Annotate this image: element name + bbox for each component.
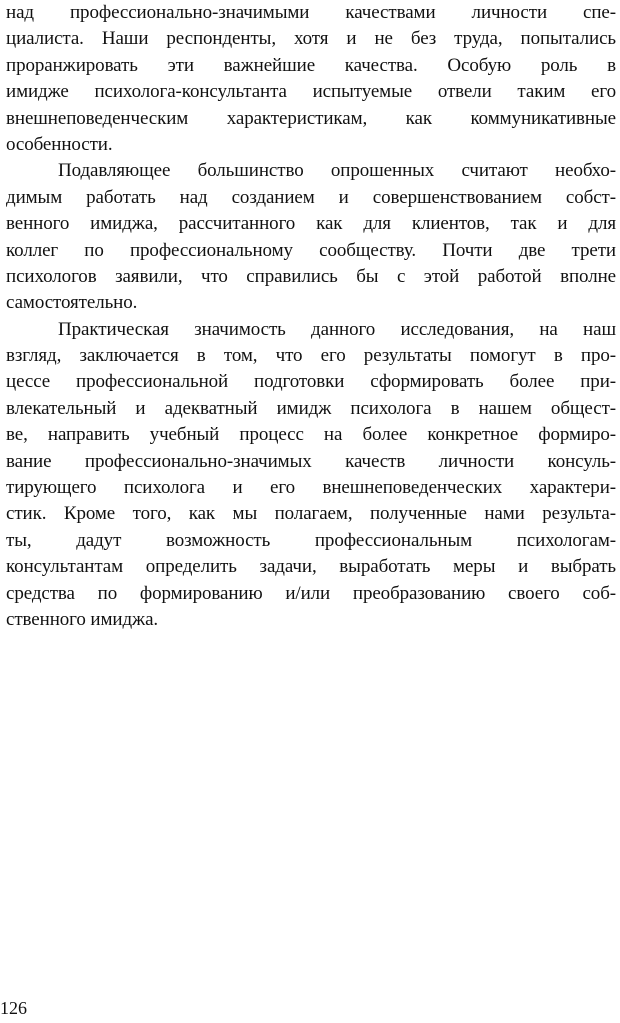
- text-line: психологов заявили, что справились бы с этой работой вполне: [6, 265, 616, 287]
- text-line: особенности.: [6, 133, 113, 155]
- text-line: венного имиджа, рассчитанного как для клиентов, так и для: [6, 213, 616, 235]
- text-line: цессе профессиональной подготовки сформировать более при-: [6, 371, 616, 393]
- text-line: над профессионально-значимыми качествами личности спе-: [6, 2, 616, 23]
- text-line: проранжировать эти важнейшие качества. Особую роль в: [6, 54, 616, 76]
- text-line: средства по формированию и/или преобразованию своего соб-: [6, 582, 616, 604]
- text-line: ственного имиджа.: [6, 608, 159, 630]
- text-line: стик. Кроме того, как мы полагаем, полученные нами результа-: [6, 503, 616, 525]
- text-line: взгляд, заключается в том, что его результаты помогут в про-: [6, 345, 616, 367]
- text-line: вание профессионально-значимых качеств личности консуль-: [6, 450, 616, 472]
- text-line: димым работать над созданием и совершенствованием собст-: [6, 186, 616, 208]
- text-line: коллег по профессиональному сообществу. Почти две трети: [6, 239, 616, 261]
- text-line: ве, направить учебный процесс на более конкретное формиро-: [6, 424, 616, 446]
- text-line: циалиста. Наши респонденты, хотя и не без труда, попытались: [6, 28, 616, 50]
- text-line: ты, дадут возможность профессиональным психологам-: [6, 529, 616, 551]
- text-line: имидже психолога-консультанта испытуемые отвели таким его: [6, 81, 616, 103]
- text-line: Подавляющее большинство опрошенных считают необхо-: [58, 160, 616, 182]
- text-line: внешнеповеденческим характеристикам, как коммуникативные: [6, 107, 616, 129]
- text-line: самостоятельно.: [6, 292, 138, 314]
- text-line: влекательный и адекватный имидж психолога в нашем общест-: [6, 397, 616, 419]
- text-line: тирующего психолога и его внешнеповеденческих характери-: [6, 477, 616, 499]
- text-line: Практическая значимость данного исследования, на наш: [58, 318, 616, 340]
- body-text: [6, 0, 616, 633]
- text-line: консультантам определить задачи, выработать меры и выбрать: [6, 556, 616, 578]
- page-number: 126: [0, 998, 27, 1018]
